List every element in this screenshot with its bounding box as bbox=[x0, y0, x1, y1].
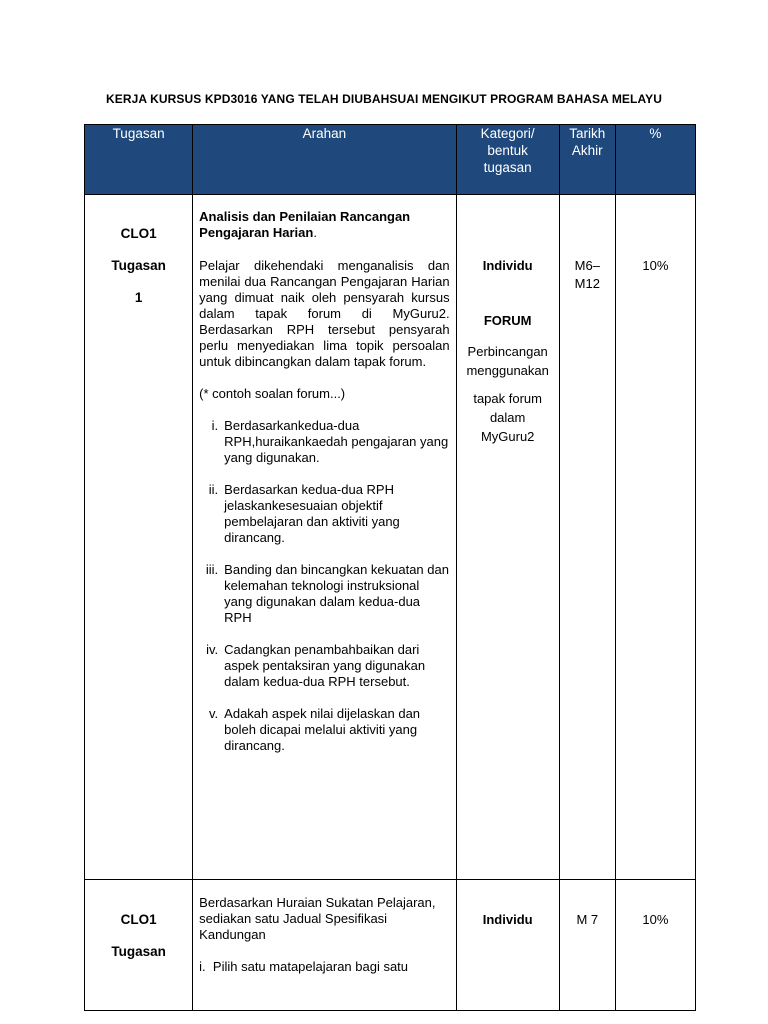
clo-label: CLO1 bbox=[120, 226, 157, 241]
tugasan-cell bbox=[85, 195, 193, 880]
tugasan-label: Tugasan bbox=[111, 944, 166, 959]
task-paragraph: Pelajar dikehendaki menganalisis dan menilai dua Rancangan Pengajaran Harian yang dimuat naik oleh pensyarah kursus dalam tapak forum di MyGuru2. Berdasarkan RPH tersebut pensyarah perlu menyediakan lima topik persoalan untuk dibincangkan dalam tapak forum. bbox=[199, 258, 450, 369]
tarikh-value: M12 bbox=[574, 276, 600, 291]
task-heading-suffix: . bbox=[313, 225, 317, 240]
coursework-table bbox=[84, 124, 696, 1011]
table-header-row bbox=[85, 125, 696, 195]
task-paragraph: Berdasarkan Huraian Sukatan Pelajaran, sediakan satu Jadual Spesifikasi Kandungan bbox=[199, 895, 436, 942]
list-item bbox=[199, 959, 449, 975]
question-number: iii. bbox=[205, 562, 219, 577]
header-arahan: Arahan bbox=[193, 125, 456, 195]
page-title: KERJA KURSUS KPD3016 YANG TELAH DIUBAHSUAI MENGIKUT PROGRAM BAHASA MELAYU bbox=[105, 92, 663, 106]
clo-label: CLO1 bbox=[120, 912, 157, 927]
header-kategori-line: bentuk bbox=[487, 143, 528, 158]
header-kategori-line: tugasan bbox=[483, 160, 532, 175]
kategori-value: Individu bbox=[482, 258, 533, 273]
list-item bbox=[199, 562, 449, 626]
header-tugasan: Tugasan bbox=[85, 125, 193, 195]
question-text: Pilih satu matapelajaran bagi satu bbox=[212, 959, 409, 974]
header-kategori-line: Kategori/ bbox=[480, 126, 535, 141]
question-number: iv. bbox=[206, 642, 219, 657]
list-item bbox=[199, 418, 449, 466]
question-text: Banding dan bincangkan kekuatan dan kelemahan teknologi instruksional yang digunakan dalam kedua-dua RPH bbox=[224, 562, 449, 625]
question-text: Cadangkan penambahbaikan dari aspek pentaksiran yang digunakan dalam kedua-dua RPH tersebut. bbox=[224, 642, 426, 689]
header-tarikh-line: Akhir bbox=[571, 143, 603, 158]
question-list bbox=[199, 418, 449, 754]
list-item bbox=[199, 706, 449, 754]
arahan-cell bbox=[193, 880, 456, 1011]
tarikh-cell bbox=[559, 195, 615, 880]
task-heading: Analisis dan Penilaian Rancangan Pengajaran Harian bbox=[199, 209, 411, 240]
tugasan-label: Tugasan bbox=[111, 258, 166, 273]
kategori-desc-line: Perbincangan bbox=[467, 344, 548, 359]
kategori-cell bbox=[456, 195, 559, 880]
header-tarikh-akhir bbox=[559, 125, 615, 195]
question-number: i. bbox=[199, 959, 206, 974]
question-text: Adakah aspek nilai dijelaskan dan boleh dicapai melalui aktiviti yang dirancang. bbox=[224, 706, 421, 753]
kategori-cell: Individu bbox=[456, 880, 559, 1011]
header-percent: % bbox=[615, 125, 695, 195]
kategori-desc-line: dalam bbox=[489, 410, 526, 425]
kategori-desc-line: MyGuru2 bbox=[480, 429, 535, 444]
question-number: ii. bbox=[208, 482, 219, 497]
kategori-desc-line: tapak forum bbox=[473, 391, 542, 406]
percent-cell: 10% bbox=[615, 880, 695, 1011]
percent-cell: 10% bbox=[615, 195, 695, 880]
example-label: (* contoh soalan forum...) bbox=[199, 386, 346, 401]
question-number: v. bbox=[209, 706, 219, 721]
tugasan-number: 1 bbox=[134, 290, 143, 305]
tarikh-cell: M 7 bbox=[559, 880, 615, 1011]
tugasan-cell bbox=[85, 880, 193, 1011]
tarikh-value: M6– bbox=[574, 258, 600, 273]
forum-label: FORUM bbox=[483, 313, 532, 328]
list-item bbox=[199, 482, 449, 546]
question-text: Berdasarkankedua-dua RPH,huraikankaedah pengajaran yang yang digunakan. bbox=[224, 418, 449, 465]
kategori-desc-line: menggunakan bbox=[466, 363, 549, 378]
table-row bbox=[85, 880, 696, 1011]
header-tarikh-line: Tarikh bbox=[569, 126, 606, 141]
list-item bbox=[199, 642, 449, 690]
question-number: i. bbox=[211, 418, 219, 433]
arahan-cell bbox=[193, 195, 456, 880]
header-kategori bbox=[456, 125, 559, 195]
question-text: Berdasarkan kedua-dua RPH jelaskankesesuaian objektif pembelajaran dan aktiviti yang dirancang. bbox=[224, 482, 400, 545]
table-row bbox=[85, 195, 696, 880]
